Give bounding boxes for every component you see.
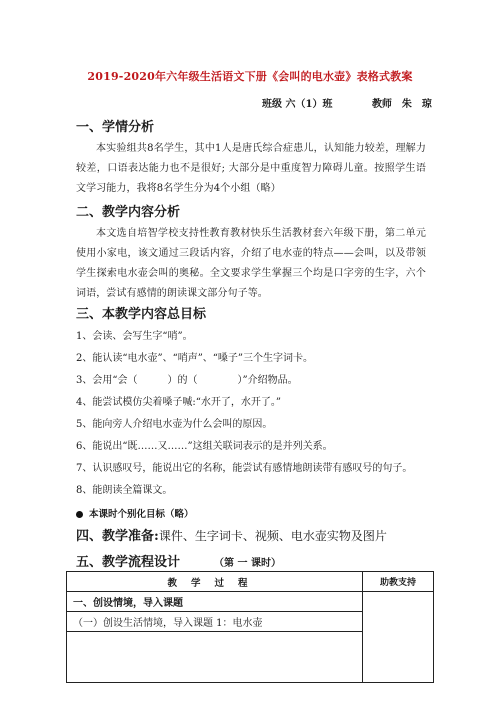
individual-goals-text: 本课时个别化目标（略） (89, 509, 194, 520)
individual-goals-line (76, 506, 194, 520)
objective-item: 5、能向旁人介绍电水壶为什么会叫的原因。 (76, 419, 273, 430)
table-row (67, 592, 434, 612)
section-body-prep: 课件、生字词卡、视频、电水壶实物及图片 (158, 529, 387, 543)
section-heading-prep: 四、教学准备: (76, 529, 159, 544)
lesson-period-label: （第 一 课时） (214, 558, 281, 569)
objective-item: 1、会读、会写生字“哨”。 (76, 331, 193, 342)
section-heading-flow-line (76, 551, 281, 570)
table-header-support: 助教支持 (363, 572, 434, 592)
teaching-prep-line (76, 525, 387, 544)
table-cell-support (363, 592, 434, 683)
class-label: 班级 六（1）班 (262, 99, 333, 110)
section-body-content-analysis: 本文选自培智学校支持性教育教材快乐生活教材套六年级下册，第二单元使用小家电，该文通过三段话内容，介绍了电水壶的特点——会叫，以及带领学生探索电水壶会叫的奥秘。全文要求学生掌握三个均是口字旁的生字，六个词语，尝试有感情的朗读课文部分句子等。 (76, 228, 426, 299)
teacher-label: 教师 朱 琼 (371, 99, 432, 110)
objective-item: 8、能朗读全篇课文。 (76, 485, 173, 496)
table-cell-step: 一、创设情境，导入课题 (67, 592, 363, 612)
table-cell-step: （一）创设生活情境，导入课题 1：电水壶 (67, 612, 363, 632)
section-heading-flow: 五、教学流程设计 (76, 555, 181, 570)
objective-item: 7、认识感叹号，能说出它的名称，能尝试有感情地朗读带有感叹号的句子。 (76, 463, 413, 474)
class-teacher-line (262, 95, 432, 110)
section-heading-learner-analysis: 一、学情分析 (76, 120, 155, 135)
objective-item: 3、会用“会（ ）的（ ）”介绍物品。 (76, 375, 298, 386)
objective-item: 2、能认读“电水壶”、“哨声”、“嗓子”三个生字词卡。 (76, 353, 314, 364)
document-title: 2019-2020年六年级生活语文下册《会叫的电水壶》表格式教案 (87, 70, 413, 83)
objective-item: 4、能尝试模仿尖着嗓子喊:“水开了，水开了。” (76, 397, 281, 408)
bullet-icon (76, 511, 83, 518)
objective-item: 6、能说出“既……又……”这组关联词表示的是并列关系。 (76, 441, 333, 452)
section-heading-objectives: 三、本教学内容总目标 (76, 307, 207, 322)
section-body-learner-analysis: 本实验组共8名学生，其中1人是唐氏综合症患儿，认知能力较差，理解力较差，口语表达能力也不是很好; 大部分是中重度智力障碍儿童。按照学生语文学习能力，我将8名学生分为4个小组（略） (76, 143, 426, 194)
table-cell-step (67, 632, 363, 683)
lesson-flow-table (66, 571, 434, 683)
section-heading-content-analysis: 二、教学内容分析 (76, 205, 181, 220)
table-header-process: 教学过程 (67, 572, 363, 592)
table-header-row (67, 572, 434, 592)
